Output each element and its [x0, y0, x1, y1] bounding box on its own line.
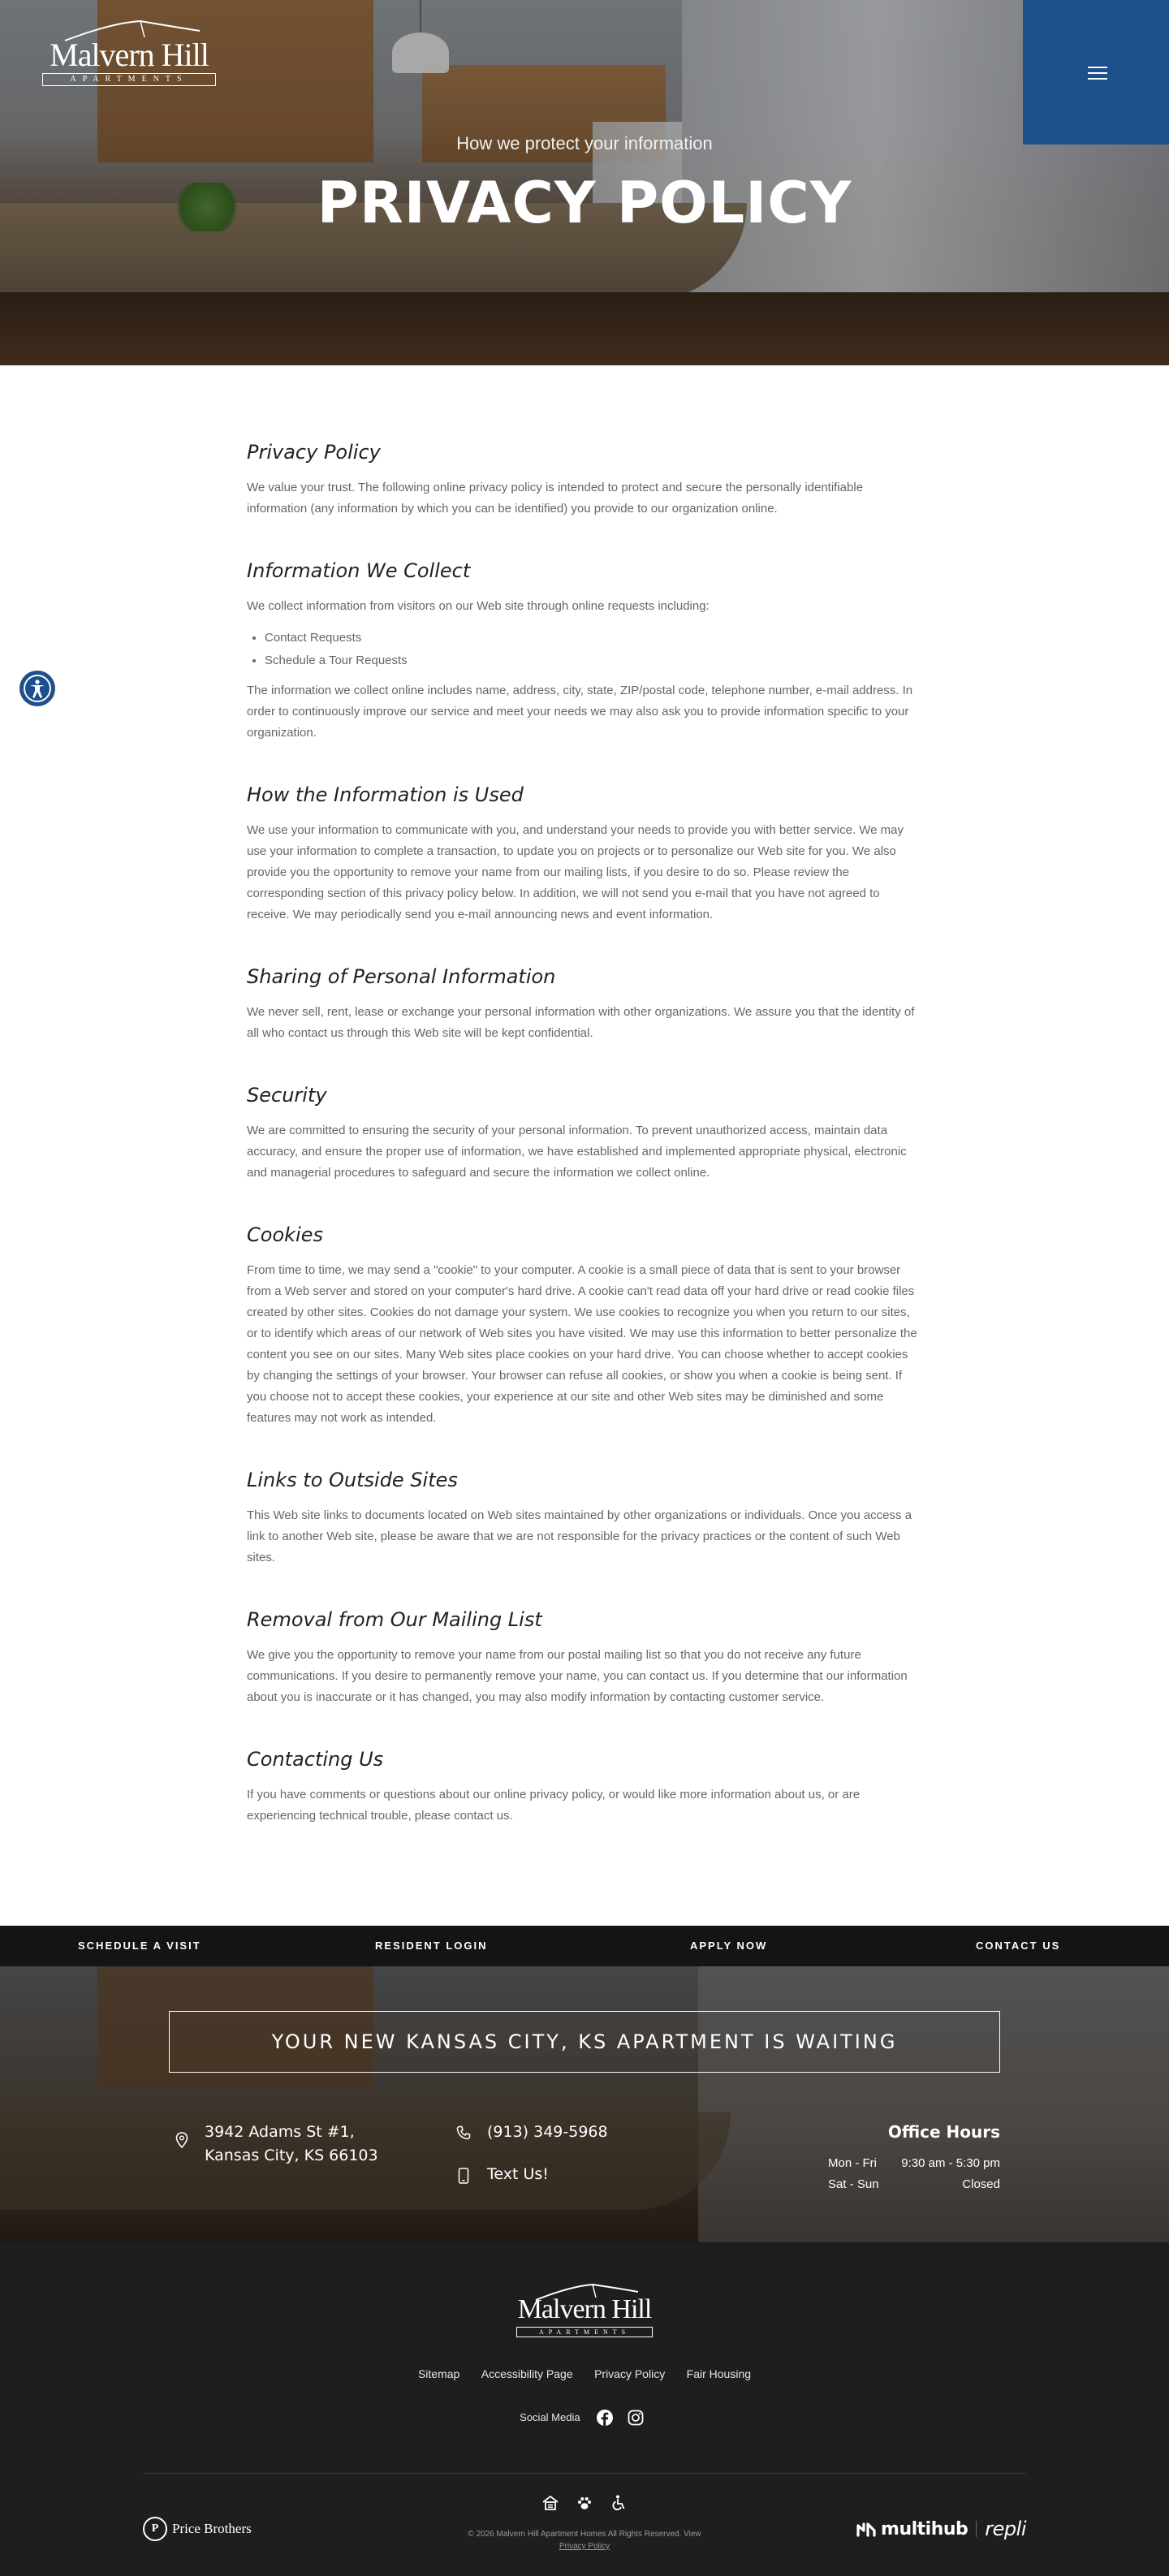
accessibility-icon	[23, 674, 52, 703]
multihub-text: multihub	[881, 2518, 968, 2539]
section-information-we-collect	[247, 557, 922, 744]
multihub-logo[interactable]	[856, 2519, 968, 2539]
section-heading: How the Information is Used	[247, 783, 524, 806]
social-media-label: Social Media	[520, 2410, 580, 2423]
section-paragraph: If you have comments or questions about our online privacy policy, or would like more information about us, or are experiencing technical trouble, please contact us.	[247, 1788, 861, 1823]
hours-days: Mon - Fri	[828, 2156, 877, 2170]
phone-link[interactable]: (913) 349-5968	[487, 2123, 608, 2141]
logo-subtitle: APARTMENTS	[42, 73, 216, 86]
site-logo[interactable]	[39, 19, 219, 88]
repli-logo[interactable]: repli	[985, 2518, 1026, 2540]
footer	[0, 2242, 1169, 2576]
section-privacy-policy	[247, 438, 922, 520]
section-paragraph: We are committed to ensuring the security of your personal information. To prevent unauthorized access, maintain data accuracy, and ensure the proper use of information, we have established and implemented appropriate physical, electronic and managerial procedures to safeguard and secure the information we collect online.	[247, 1124, 907, 1180]
price-brothers-mark-icon: P	[143, 2517, 167, 2541]
address-line2: Kansas City, KS 66103	[205, 2147, 378, 2164]
band-headline: YOUR NEW KANSAS CITY, KS APARTMENT IS WAITING	[169, 2011, 1000, 2073]
section-how-information-used	[247, 781, 922, 926]
accessibility-button[interactable]	[19, 671, 55, 706]
contact-band	[0, 1966, 1169, 2242]
compliance-icons	[0, 2494, 1169, 2512]
copyright-privacy-link[interactable]: Privacy Policy	[559, 2542, 610, 2551]
price-brothers-text: Price Brothers	[172, 2521, 252, 2536]
contact-us-link[interactable]: CONTACT US	[976, 1940, 1061, 1952]
address-line1: 3942 Adams St #1,	[205, 2123, 355, 2141]
section-security	[247, 1081, 922, 1184]
privacy-policy-link[interactable]: Privacy Policy	[594, 2367, 666, 2380]
footer-divider	[143, 2473, 1026, 2474]
section-paragraph: We use your information to communicate with you, and understand your needs to provide you with better service. We may use your information to complete a transaction, to update you on projects or to personalize our Web site for you. We also provide you the opportunity to remove your name from our mailing lists, if you desire to do so. Please review the corresponding section of this privacy policy below. In addition, we will not send you e-mail that you have not agreed to receive. We may periodically send you e-mail announcing news and event information.	[247, 823, 904, 921]
cta-strip	[0, 1926, 1169, 1966]
schedule-visit-link[interactable]: SCHEDULE A VISIT	[78, 1940, 201, 1952]
section-sharing	[247, 963, 922, 1044]
wheelchair-accessible-icon	[610, 2494, 628, 2512]
text-us-link[interactable]: Text Us!	[487, 2165, 549, 2183]
section-paragraph: The information we collect online includes name, address, city, state, ZIP/postal code, telephone number, e-mail address. In order to continuously improve our service and meet your needs we may also ask you to provide information specific to your organization.	[247, 684, 913, 740]
section-heading: Information We Collect	[247, 559, 471, 582]
section-paragraph: We give you the opportunity to remove your name from our postal mailing list so that you do not receive any future communications. If you desire to permanently remove your name, you can contact us. If you determine that our information about you is inaccurate or it has changed, you may also modify information by contacting customer service.	[247, 1648, 908, 1704]
section-heading: Cookies	[247, 1223, 323, 1246]
map-pin-icon	[175, 2132, 188, 2148]
hours-time: Closed	[962, 2177, 1000, 2191]
phone-icon	[456, 2125, 471, 2140]
list-item: • Contact Requests	[265, 627, 922, 649]
accessibility-page-link[interactable]: Accessibility Page	[481, 2367, 573, 2380]
hero-kicker: How we protect your information	[456, 133, 713, 153]
privacy-content	[247, 438, 922, 1864]
section-paragraph: We value your trust. The following online privacy policy is intended to protect and secure the personally identifiable information (any information by which you can be identified) you provide to our organization online.	[247, 481, 864, 516]
section-heading: Links to Outside Sites	[247, 1469, 458, 1491]
section-heading: Contacting Us	[247, 1748, 384, 1771]
copyright-text: © 2026 Malvern Hill Apartment Homes All Rights Reserved. View	[468, 2530, 701, 2539]
section-heading: Sharing of Personal Information	[247, 965, 556, 988]
section-heading: Removal from Our Mailing List	[247, 1608, 542, 1631]
section-outside-links	[247, 1466, 922, 1568]
section-paragraph: We never sell, rent, lease or exchange your personal information with other organizations. We assure you that the identity of all who contact us through this Web site will be kept confidential.	[247, 1005, 915, 1040]
multihub-mark-icon	[856, 2521, 878, 2537]
mobile-phone-icon	[458, 2168, 469, 2184]
facebook-icon[interactable]	[596, 2409, 614, 2427]
partner-brands	[844, 2514, 1026, 2544]
office-hours-title: Office Hours	[887, 2122, 1000, 2142]
hours-time: 9:30 am - 5:30 pm	[901, 2156, 1000, 2170]
section-mailing-list	[247, 1606, 922, 1708]
brand-separator	[976, 2521, 977, 2537]
fair-housing-link[interactable]: Fair Housing	[686, 2367, 752, 2380]
apply-now-link[interactable]: APPLY NOW	[690, 1940, 768, 1952]
footer-logo-subtitle: APARTMENTS	[516, 2327, 653, 2337]
footer-links	[0, 2364, 1169, 2384]
section-paragraph: We collect information from visitors on our Web site through online requests including:	[247, 599, 710, 613]
address[interactable]	[205, 2121, 378, 2168]
collect-list	[265, 627, 922, 672]
section-cookies	[247, 1221, 922, 1429]
hero-banner	[0, 0, 1169, 365]
resident-login-link[interactable]: RESIDENT LOGIN	[375, 1940, 488, 1952]
band-overlay	[0, 1966, 1169, 2242]
sitemap-link[interactable]: Sitemap	[417, 2367, 460, 2380]
section-paragraph: This Web site links to documents located on Web sites maintained by other organizations or individuals. Once you access a link to another Web site, please be aware that we are not responsible for the privacy practices or the content of such Web sites.	[247, 1508, 912, 1564]
social-media	[0, 2407, 1169, 2427]
logo-name: Malvern Hill	[50, 37, 209, 73]
section-heading: Security	[247, 1084, 327, 1107]
menu-button[interactable]	[1023, 0, 1169, 145]
footer-logo-name: Malvern Hill	[517, 2294, 652, 2324]
hours-days: Sat - Sun	[828, 2177, 879, 2191]
hamburger-icon-line	[1088, 72, 1107, 74]
hamburger-icon	[1088, 67, 1107, 68]
pet-friendly-icon	[576, 2494, 593, 2512]
section-paragraph: From time to time, we may send a "cookie" to your computer. A cookie is a small piece of data that is sent to your browser from a Web server and stored on your computer's hard drive. A cookie can't read data off your hard drive or read cookie files created by other sites. Cookies do not damage your system. We use cookies to recognize you when you return to our sites, or to identify which areas of our network of Web sites you have visited. We may use this information to better personalize the content you see on our sites. Many Web sites place cookies on your hard drive. You can choose whether to accept cookies by changing the settings of your browser. Your browser can refuse all cookies, or show you when a cookie is being sent. If you choose not to accept these cookies, your experience at our site and other Web sites may be diminished and some features may not work as intended.	[247, 1263, 917, 1425]
page-title: PRIVACY POLICY	[317, 170, 852, 236]
hamburger-icon-line	[1088, 78, 1107, 80]
section-heading: Privacy Policy	[247, 441, 381, 464]
instagram-icon[interactable]	[627, 2409, 645, 2427]
section-contacting-us	[247, 1745, 922, 1827]
footer-logo[interactable]	[515, 2283, 654, 2340]
equal-housing-icon	[541, 2494, 559, 2512]
list-item: • Schedule a Tour Requests	[265, 649, 922, 672]
